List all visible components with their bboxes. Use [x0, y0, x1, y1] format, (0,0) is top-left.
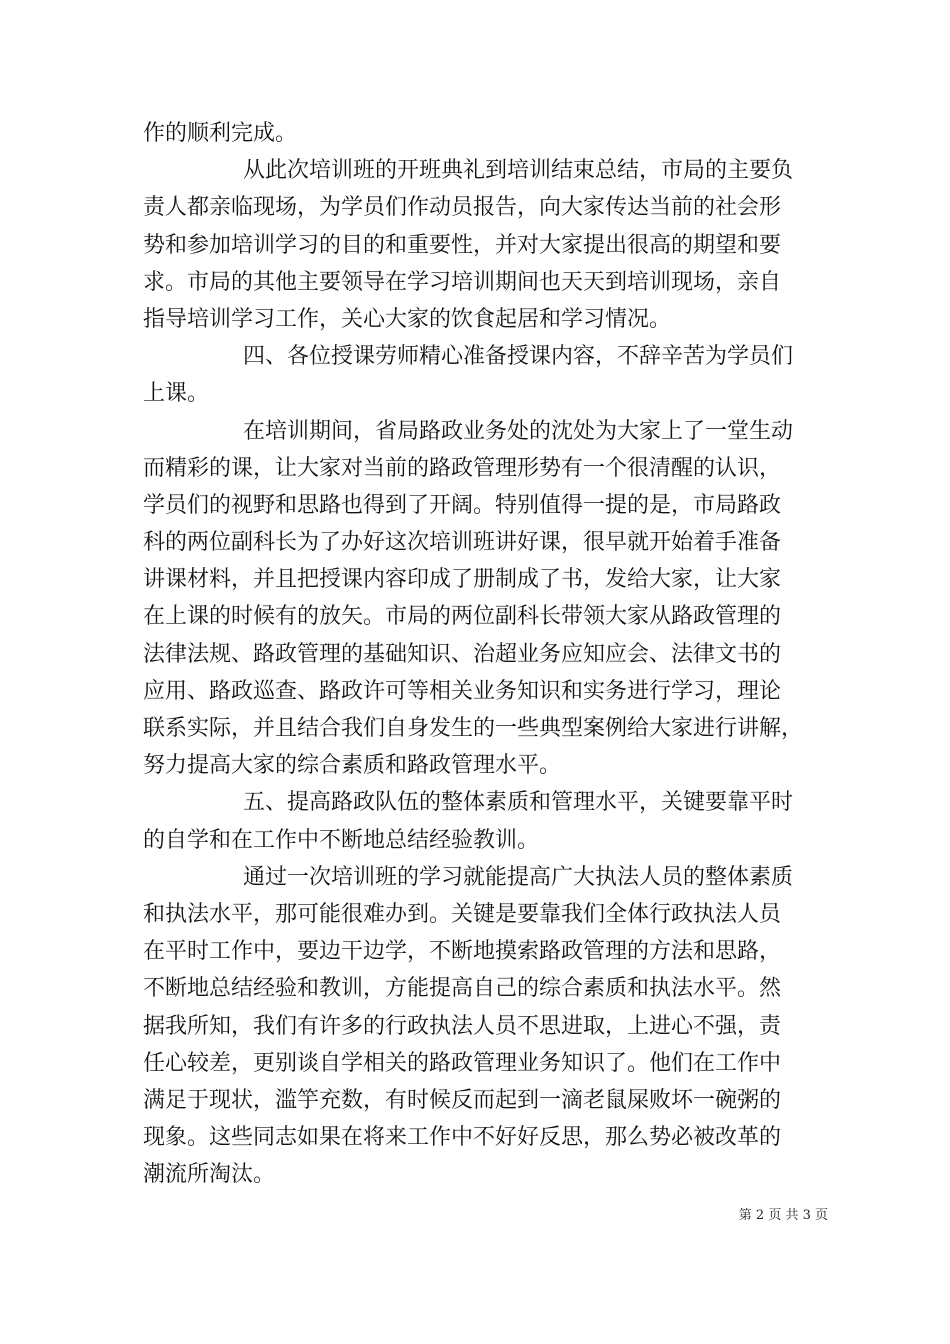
- text-line: 上课。: [143, 381, 210, 407]
- page-number-footer: 第 2 页 共 3 页: [738, 1208, 828, 1223]
- paragraph-first-line: 通过一次培训班的学习就能提高广大执法人员的整体素质: [243, 864, 794, 890]
- text-line: 的自学和在工作中不断地总结经验教训。: [143, 827, 540, 853]
- section-heading-five: 五、提高路政队伍的整体素质和管理水平，关键要靠平时: [243, 790, 794, 816]
- text-line: 不断地总结经验和教训，方能提高自己的综合素质和执法水平。然: [143, 976, 782, 1002]
- text-line: 在上课的时候有的放矢。市局的两位副科长带领大家从路政管理的: [143, 604, 782, 630]
- text-line: 势和参加培训学习的目的和重要性，并对大家提出很高的期望和要: [143, 232, 782, 258]
- text-line: 满足于现状，滥竽充数，有时候反而起到一滴老鼠屎败坏一碗粥的: [143, 1087, 782, 1113]
- text-line: 学员们的视野和思路也得到了开阔。特别值得一提的是，市局路政: [143, 492, 782, 518]
- text-line: 和执法水平，那可能很难办到。关键是要靠我们全体行政执法人员: [143, 901, 782, 927]
- text-line: 作的顺利完成。: [143, 121, 298, 146]
- paragraph-first-line: 在培训期间，省局路政业务处的沈处为大家上了一堂生动: [243, 418, 794, 444]
- text-line: 求。市局的其他主要领导在学习培训期间也天天到培训现场，亲自: [143, 269, 782, 295]
- text-line: 联系实际，并且结合我们自身发生的一些典型案例给大家进行讲解，: [143, 716, 804, 741]
- section-heading-four: 四、各位授课劳师精心准备授课内容，不辞辛苦为学员们: [243, 344, 794, 370]
- text-line: 努力提高大家的综合素质和路政管理水平。: [143, 753, 562, 779]
- text-line: 应用、路政巡查、路政许可等相关业务知识和实务进行学习，理论: [143, 678, 782, 704]
- text-line: 法律法规、路政管理的基础知识、治超业务应知应会、法律文书的: [143, 641, 782, 667]
- text-line: 据我所知，我们有许多的行政执法人员不思进取，上进心不强，责: [143, 1013, 782, 1039]
- text-line: 责人都亲临现场，为学员们作动员报告，向大家传达当前的社会形: [143, 195, 782, 221]
- text-line: 科的两位副科长为了办好这次培训班讲好课，很早就开始着手准备: [143, 530, 782, 556]
- paragraph-first-line: 从此次培训班的开班典礼到培训结束总结，市局的主要负: [243, 158, 794, 184]
- text-line: 讲课材料，并且把授课内容印成了册制成了书，发给大家，让大家: [143, 567, 782, 593]
- text-line: 现象。这些同志如果在将来工作中不好好反思，那么势必被改革的: [143, 1125, 782, 1151]
- text-line: 而精彩的课，让大家对当前的路政管理形势有一个很清醒的认识，: [143, 455, 782, 481]
- text-line: 潮流所淘汰。: [143, 1162, 276, 1188]
- text-line: 指导培训学习工作，关心大家的饮食起居和学习情况。: [143, 306, 672, 332]
- document-body: [143, 115, 823, 1193]
- text-line: 任心较差，更别谈自学相关的路政管理业务知识了。他们在工作中: [143, 1050, 782, 1076]
- text-line: 在平时工作中，要边干边学，不断地摸索路政管理的方法和思路，: [143, 939, 782, 965]
